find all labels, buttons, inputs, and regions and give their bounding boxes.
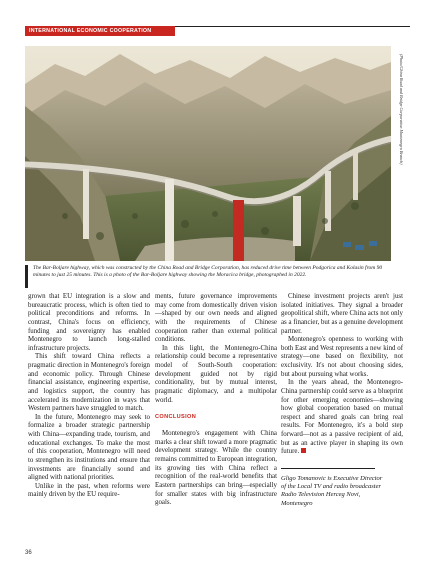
author-line: Gligo Tomanovic is Executive Director	[281, 474, 383, 482]
page-number: 36	[25, 550, 32, 556]
paragraph: ments, future governance improvements may come from domestically driven vision—shaped by our own needs and aligned with the requirements of Chinese cooperation rather than external political conditions.	[155, 293, 277, 344]
paragraph: In this light, the Montenegro-China relationship could become a representative model of South-South cooperation: development guided not by rigid conditionality, but by mutual interest, pragmatic diplomacy, and a multipolar world.	[155, 344, 277, 404]
highway-photo	[25, 46, 391, 261]
author-line: Montenegro	[281, 499, 313, 507]
bridge-photo-illustration	[25, 46, 391, 261]
paragraph: This shift toward China reflects a pragmatic direction in Montenegro's foreign and economic policy. Through Chinese financial assistance, engineering expertise, and logistics support, the country has accelerated its modernization in ways that Western partners have struggled to match.	[28, 353, 150, 413]
author-line: of the Local TV and radio broadcaster	[281, 483, 382, 491]
article-column-2	[155, 293, 277, 508]
author-divider	[281, 468, 375, 469]
end-mark-icon	[301, 448, 306, 453]
article-column-1	[28, 293, 150, 500]
author-bio	[281, 475, 403, 508]
section-label: INTERNATIONAL ECONOMIC COOPERATION	[25, 26, 175, 36]
paragraph: Chinese investment projects aren't just isolated initiatives. They signal a broader geopolitical shift, where China acts not only as a financier, but as a genuine development partner.	[281, 293, 403, 335]
author-line: Radio Television Herceg Novi,	[281, 491, 361, 499]
paragraph: Montenegro's engagement with China marks a clear shift toward a more pragmatic development strategy. While the country remains committed to European integration, its growing ties with China reflect a recognition of the real-world benefits that Eastern partnerships can bring—especially for smaller states with big infrastructure goals.	[155, 430, 277, 507]
article-column-3	[281, 293, 403, 508]
paragraph-text: In the years ahead, the Montenegro-China partnership could serve as a blueprint for other emerging economies—showing how global cooperation based on mutual respect and shared goals can bring real results. For Montenegro, it's a bold step forward—not as a passive recipient of aid, but as an active player in shaping its own future.	[281, 379, 403, 456]
final-paragraph	[281, 379, 403, 457]
paragraph: Montenegro's openness to working with both East and West represents a new kind of strategy—one based on flexibility, not exclusivity. It's not about choosing sides, but about pursuing what works.	[281, 336, 403, 378]
photo-credit: (Photo/China Road and Bridge Corporation Montenegro Branch)	[399, 54, 404, 165]
paragraph: In the future, Montenegro may seek to formalize a broader strategic partnership with China—expanding trade, tourism, and educational exchanges. To make the most of this cooperation, Montenegro will need to strengthen its institutions and ensure that investments are financially sound and aligned with national priorities.	[28, 413, 150, 482]
conclusion-heading: CONCLUSION	[155, 414, 197, 421]
paragraph: Unlike in the past, when reforms were mainly driven by the EU require-	[28, 482, 150, 499]
caption-bar	[25, 265, 28, 288]
photo-caption: The Bar-Boljare highway, which was constructed by the China Road and Bridge Corporation, has reduced drive time between Podgorica and Kolasin from 90 minutes to just 25 minutes. This is a photo of the Bar-Boljare highway showing the Moracica bridge, photographed in 2022.	[33, 265, 383, 279]
paragraph: grown that EU integration is a slow and bureaucratic process, which is often tied to political preconditions and reforms. In contrast, China's focus on efficiency, funding and sovereignty has enabled Montenegro to launch long-stalled infrastructure projects.	[28, 293, 150, 352]
